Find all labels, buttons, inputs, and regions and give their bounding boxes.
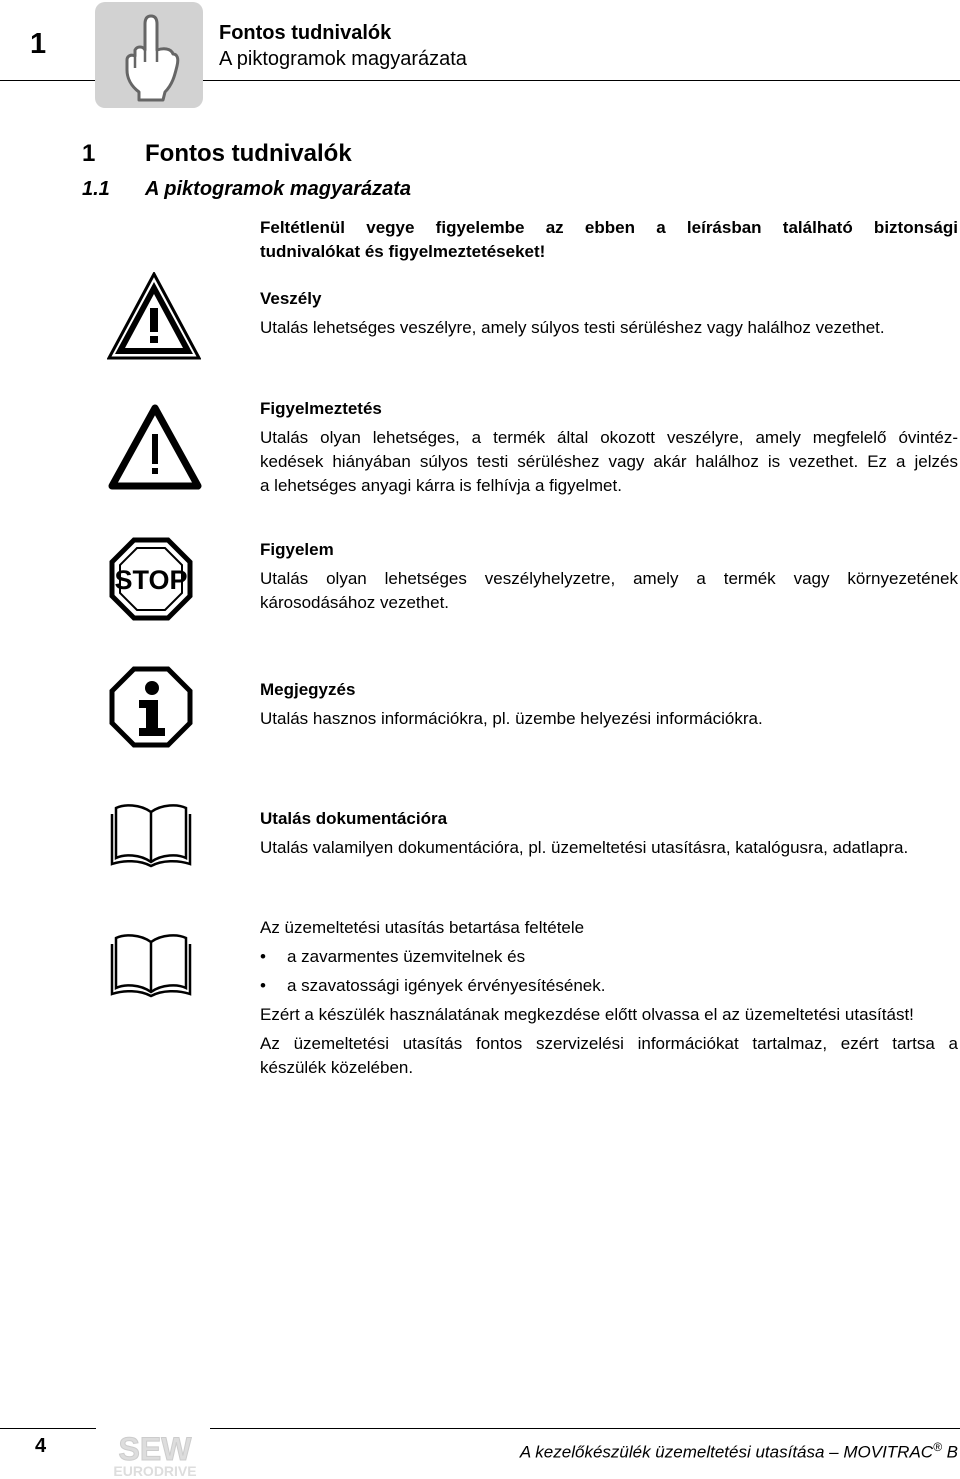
- docref-title: Utalás dokumentációra: [260, 809, 448, 828]
- logo-subtext: EURODRIVE: [113, 1463, 197, 1478]
- caution-line: Utalás olyan lehetséges veszélyhelyzetre, amely a termék vagy környezetének: [260, 569, 958, 588]
- warning-line: a lehetséges anyagi kárra is felhívja a figyelmet.: [260, 476, 622, 495]
- bullet-item: a szavatossági igények érvényesítésének.: [287, 976, 606, 995]
- chapter-tab: [95, 2, 203, 108]
- header-rule: [0, 80, 95, 81]
- registered-mark: ®: [933, 1440, 942, 1454]
- document-title-suffix: B: [941, 1442, 958, 1462]
- note-title: Megjegyzés: [260, 680, 356, 699]
- manual-para: készülék közelében.: [260, 1058, 414, 1077]
- heading1-number: 1: [82, 140, 96, 167]
- docref-text: Utalás valamilyen dokumentációra, pl. üzemeltetési utasításra, katalógusra, adatlapra.: [260, 838, 909, 857]
- chapter-number: 1: [30, 28, 47, 60]
- heading1-text: Fontos tudnivalók: [145, 140, 352, 167]
- bullet-marker: •: [260, 947, 266, 966]
- note-text: Utalás hasznos információkra, pl. üzembe helyezési információkra.: [260, 709, 763, 728]
- book-icon: [110, 802, 192, 868]
- info-icon: [109, 666, 193, 748]
- header-rule: [203, 80, 960, 81]
- stop-sign-text: STOP: [114, 565, 188, 595]
- footer-rule: [0, 1428, 96, 1429]
- manual-title: Az üzemeltetési utasítás betartása feltétele: [260, 918, 585, 937]
- caution-line: károsodásához vezethet.: [260, 593, 450, 612]
- book-icon: [110, 932, 192, 998]
- warning-title: Figyelmeztetés: [260, 399, 382, 418]
- caution-title: Figyelem: [260, 540, 334, 559]
- intro-line: tudnivalókat és figyelmeztetéseket!: [260, 242, 546, 261]
- stop-sign-icon: [109, 537, 193, 621]
- warning-line: kedések hiányában súlyos testi sérüléshez vagy akár halálhoz is vezethet. Ez a jelzés: [260, 452, 958, 471]
- bullet-marker: •: [260, 976, 266, 995]
- intro-line: Feltétlenül vegye figyelembe az ebben a leírásban található biztonsági: [260, 218, 958, 237]
- danger-text: Utalás lehetséges veszélyre, amely súlyos testi sérüléshez vagy halálhoz vezethet.: [260, 318, 885, 337]
- manual-para: Az üzemeltetési utasítás fontos szervizelési információkat tartalmaz, ezért tartsa a: [260, 1034, 958, 1053]
- header-title: Fontos tudnivalók: [219, 22, 392, 44]
- footer-rule: [210, 1428, 960, 1429]
- heading2-number: 1.1: [82, 178, 110, 200]
- manual-para: Ezért a készülék használatának megkezdése előtt olvassa el az üzemeltetési utasítást!: [260, 1005, 914, 1024]
- sew-eurodrive-logo: [100, 1430, 210, 1478]
- bullet-item: a zavarmentes üzemvitelnek és: [287, 947, 526, 966]
- warning-line: Utalás olyan lehetséges, a termék által okozott veszélyre, amely megfelelő óvintéz-: [260, 428, 958, 447]
- header-subtitle: A piktogramok magyarázata: [219, 48, 467, 70]
- danger-triangle-icon: [107, 272, 201, 360]
- document-title: [520, 1440, 958, 1463]
- logo-text: SEW: [118, 1431, 192, 1467]
- danger-title: Veszély: [260, 289, 322, 308]
- document-title-text: A kezelőkészülék üzemeltetési utasítása – MOVITRAC: [519, 1442, 934, 1462]
- heading2-text: A piktogramok magyarázata: [145, 178, 412, 200]
- warning-triangle-icon: [108, 404, 202, 490]
- page-number: 4: [35, 1435, 47, 1457]
- pointing-hand-icon: [113, 10, 185, 102]
